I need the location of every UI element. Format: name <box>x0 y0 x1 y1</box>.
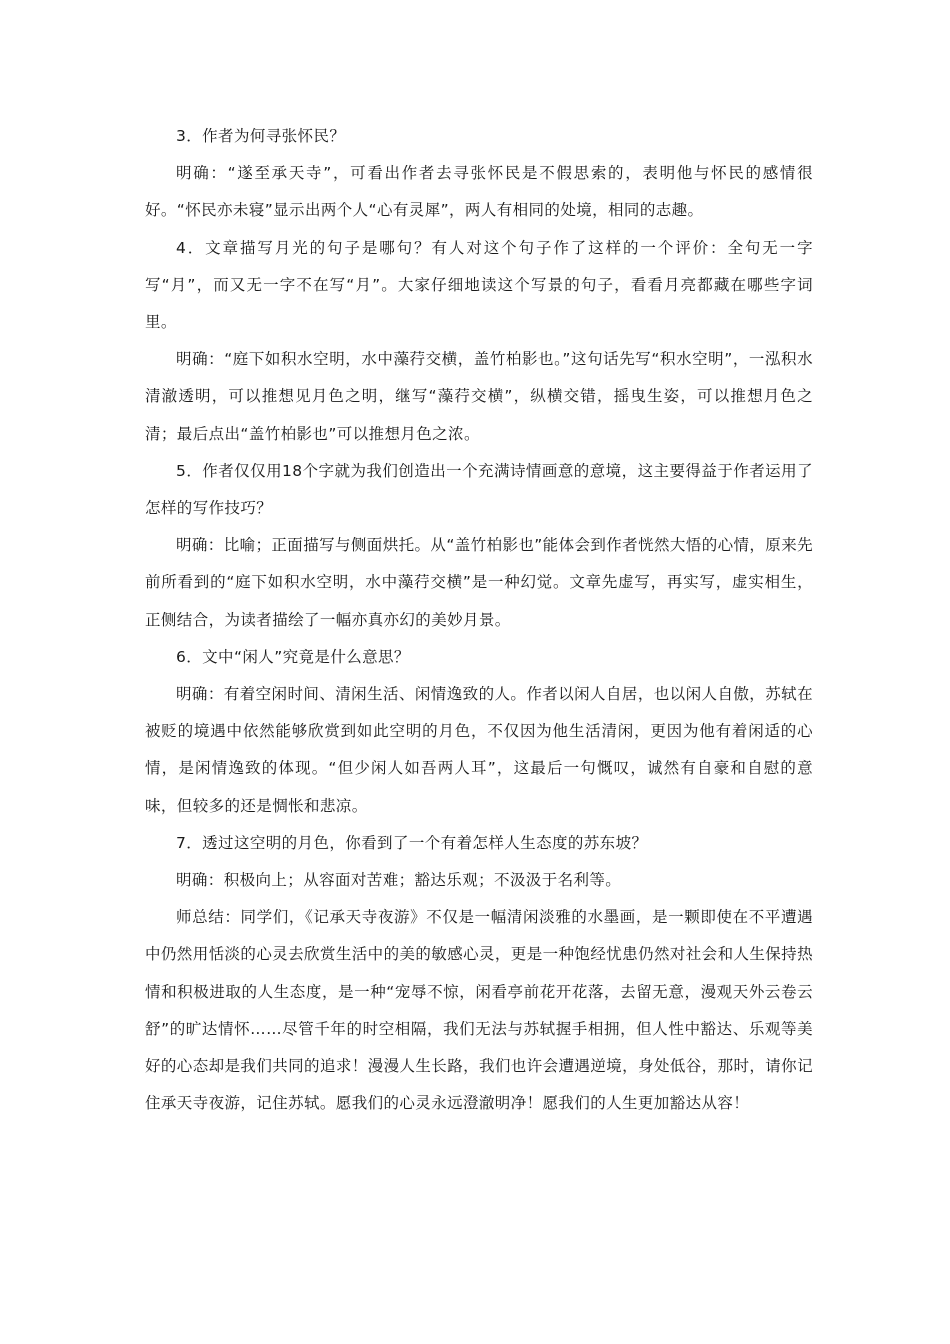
answer-4: 明确：“庭下如积水空明，水中藻荇交横，盖竹柏影也。”这句话先写“积水空明”，一泓积水清澈透明，可以推想见月色之明，继写“藻荇交横”，纵横交错，摇曳生姿，可以推想月色之清；最后点出“盖竹柏影也”可以推想月色之浓。 <box>145 350 813 443</box>
answer-7: 明确：积极向上；从容面对苦难；豁达乐观；不汲汲于名利等。 <box>176 871 622 890</box>
question-4: 4．文章描写月光的句子是哪句？有人对这个句子作了这样的一个评价：全句无一字写“月”，而又无一字不在写“月”。大家仔细地读这个写景的句子，看看月亮都藏在哪些字词里。 <box>145 238 813 332</box>
teacher-summary: 师总结：同学们，《记承天寺夜游》不仅是一幅清闲淡雅的水墨画，是一颗即使在不平遭遇中仍然用恬淡的心灵去欣赏生活中的美的敏感心灵，更是一种饱经忧患仍然对社会和人生保持热情和积极进取的人生态度，是一种“宠辱不惊，闲看亭前花开花落，去留无意，漫观天外云卷云舒”的旷达情怀……尽管千年的时空相隔，我们无法与苏轼握手相拥，但人性中豁达、乐观等美好的心态却是我们共同的追求！漫漫人生长路，我们也许会遭遇逆境，身处低谷，那时，请你记住承天寺夜游，记住苏轼。愿我们的心灵永远澄澈明净！愿我们的人生更加豁达从容！ <box>145 908 813 1113</box>
answer-5: 明确：比喻；正面描写与侧面烘托。从“盖竹柏影也”能体会到作者恍然大悟的心情，原来先前所看到的“庭下如积水空明，水中藻荇交横”是一种幻觉。文章先虚写，再实写，虚实相生，正侧结合，为读者描绘了一幅亦真亦幻的美妙月景。 <box>145 536 813 629</box>
question-3: 3．作者为何寻张怀民？ <box>176 127 346 145</box>
document-body <box>145 118 813 1122</box>
question-5: 5．作者仅仅用18个字就为我们创造出一个充满诗情画意的意境，这主要得益于作者运用了怎样的写作技巧？ <box>145 461 813 518</box>
answer-6: 明确：有着空闲时间、清闲生活、闲情逸致的人。作者以闲人自居，也以闲人自傲，苏轼在被贬的境遇中依然能够欣赏到如此空明的月色，不仅因为他生活清闲，更因为他有着闲适的心情，是闲情逸致的体现。“但少闲人如吾两人耳”，这最后一句慨叹，诚然有自豪和自慰的意味，但较多的还是惆怅和悲凉。 <box>145 685 813 815</box>
question-6: 6．文中“闲人”究竟是什么意思？ <box>176 647 410 666</box>
question-7: 7．透过这空明的月色，你看到了一个有着怎样人生态度的苏东坡？ <box>176 833 648 852</box>
answer-3: 明确：“遂至承天寺”，可看出作者去寻张怀民是不假思索的，表明他与怀民的感情很好。“怀民亦未寝”显示出两个人“心有灵犀”，两人有相同的处境，相同的志趣。 <box>145 164 813 220</box>
